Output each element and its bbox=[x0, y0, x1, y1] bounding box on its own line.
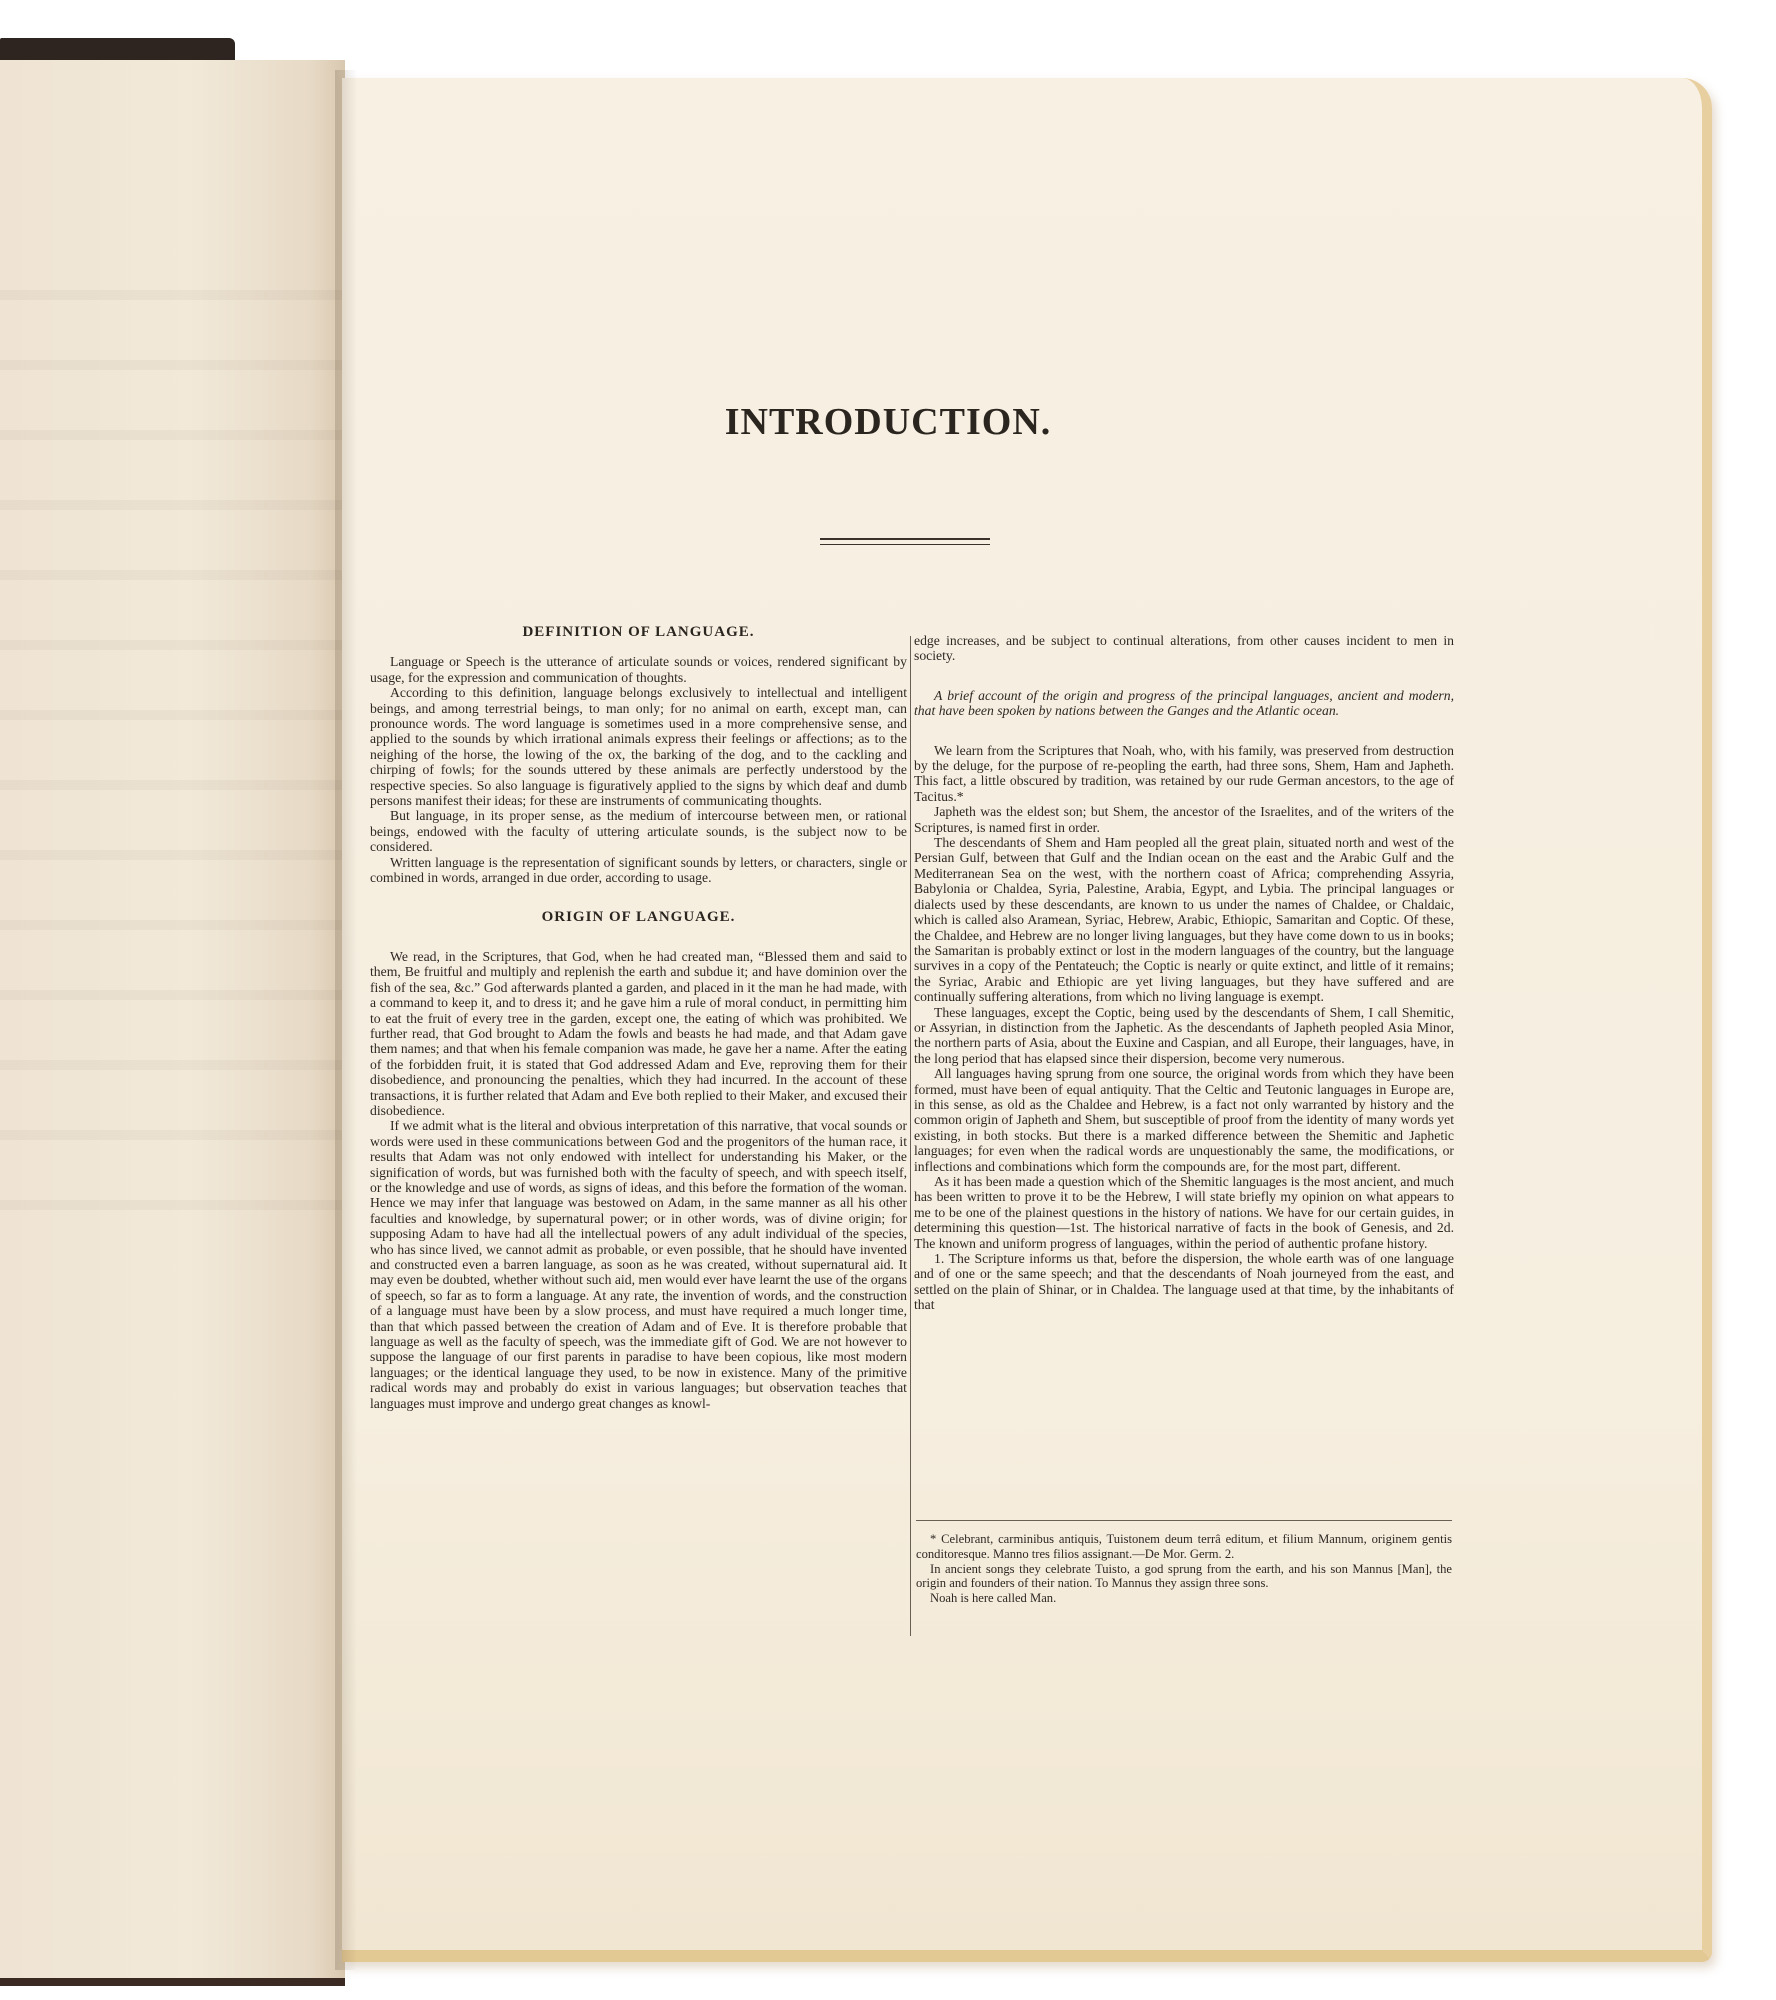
paragraph: All languages having sprung from one source, the original words from which they have been formed, must have been of equal antiquity. That the Celtic and Teutonic languages in Europe are, in this sense, as old as the Chaldee and Hebrew, is a fact not only warranted by history and the common origin of Japheth and Shem, but susceptible of proof from the identity of many words yet existing, in both stocks. But there is a marked difference between the Shemitic and Japhetic languages; for even when the radical words are unquestionably the same, the modifications, or inflections and combinations which form the compounds are, for the most part, different. bbox=[914, 1066, 1454, 1174]
section-subheading: A brief account of the origin and progress of the principal languages, ancient and modern, that have been spoken by nations between the Ganges and the Atlantic ocean. bbox=[914, 687, 1454, 719]
show-through-text bbox=[0, 1060, 345, 1070]
column-divider bbox=[910, 636, 911, 1636]
footnote: * Celebrant, carminibus antiquis, Tuistonem deum terrâ editum, et filium Mannum, originem gentis conditoresque. Manno tres filios assignant.—De Mor. Germ. 2. bbox=[916, 1532, 1452, 1561]
continued-paragraph: edge increases, and be subject to continual alterations, from other causes incident to men in society. bbox=[914, 633, 1454, 664]
paragraph: 1. The Scripture informs us that, before the dispersion, the whole earth was of one language and of one or the same speech; and that the descendants of Noah journeyed from the east, and settled on the plain of Shinar, or in Chaldea. The language used at that time, by the inhabitants of that bbox=[914, 1251, 1454, 1313]
left-text-column bbox=[370, 625, 907, 1640]
paragraph: We read, in the Scriptures, that God, when he had created man, “Blessed them and said to them, Be fruitful and multiply and replenish the earth and subdue it; and have dominion over the fish of the sea, &c.” God afterwards planted a garden, and placed in it the man he had made, with a command to keep it, and to dress it; and he gave him a rule of moral conduct, in permitting him to eat the fruit of every tree in the garden, except one, the eating of which was prohibited. We further read, that God brought to Adam the fowls and beasts he had made, and that Adam gave them names; and that when his female companion was made, he gave her a name. After the eating of the forbidden fruit, it is stated that God addressed Adam and Eve, reproving them for their disobedience, and pronouncing the penalties, which they had incurred. In the account of these transactions, it is further related that Adam and Eve both replied to their Maker, and excused their disobedience. bbox=[370, 948, 907, 1118]
show-through-text bbox=[0, 780, 345, 790]
footnote-rule bbox=[916, 1520, 1452, 1521]
paragraph: But language, in its proper sense, as the medium of intercourse between men, or rational beings, endowed with the faculty of uttering articulate sounds, is the subject now to be considered. bbox=[370, 808, 907, 855]
title-rule bbox=[820, 538, 990, 545]
show-through-text bbox=[0, 500, 345, 510]
paragraph: Written language is the representation of significant sounds by letters, or characters, single or combined in words, arranged in due order, according to usage. bbox=[370, 854, 907, 886]
show-through-text bbox=[0, 290, 345, 300]
paragraph: According to this definition, language belongs exclusively to intellectual and intelligent beings, and among terrestrial beings, to man only; for no animal on earth, except man, can pronounce words. The word language is sometimes used in a more comprehensive sense, and applied to the sounds by which irrational animals express their feelings or affections; as to the neighing of the horse, the lowing of the ox, the barking of the dog, and to the cackling and chirping of fowls; for the sounds uttered by these animals are perfectly understood by the respective species. So also language is figuratively applied to the signs by which deaf and dumb persons manifest their ideas; for these are instruments of communicating thoughts. bbox=[370, 685, 907, 809]
paragraph: Japheth was the eldest son; but Shem, the ancestor of the Israelites, and of the writers of the Scriptures, is named first in order. bbox=[914, 804, 1454, 835]
origin-heading: ORIGIN OF LANGUAGE. bbox=[541, 908, 736, 925]
show-through-text bbox=[0, 710, 345, 720]
left-page bbox=[0, 60, 345, 1986]
paragraph: Language or Speech is the utterance of articulate sounds or voices, rendered significant by usage, for the expression and communication of thoughts. bbox=[370, 654, 907, 685]
show-through-text bbox=[0, 1130, 345, 1140]
paragraph: These languages, except the Coptic, being used by the descendants of Shem, I call Shemitic, or Assyrian, in distinction from the Japhetic. As the descendants of Japheth peopled Asia Minor, the northern parts of Asia, about the Euxine and Caspian, and all Europe, their languages, have, in the long period that has elapsed since their dispersion, become very numerous. bbox=[914, 1004, 1454, 1066]
footnotes bbox=[916, 1532, 1452, 1606]
paragraph: We learn from the Scriptures that Noah, who, with his family, was preserved from destruction by the deluge, for the purpose of re-peopling the earth, had three sons, Shem, Ham and Japheth. This fact, a little obscured by tradition, was retained by our rude German ancestors, to the age of Tacitus.* bbox=[914, 742, 1454, 804]
show-through-text bbox=[0, 920, 345, 930]
show-through-text bbox=[0, 360, 345, 370]
book-gutter bbox=[335, 70, 357, 1970]
show-through-text bbox=[0, 990, 345, 1000]
right-text-column bbox=[914, 633, 1454, 1313]
definition-heading: DEFINITION OF LANGUAGE. bbox=[522, 624, 755, 640]
show-through-text bbox=[0, 1200, 345, 1210]
paragraph: As it has been made a question which of the Shemitic languages is the most ancient, and much has been written to prove it to be the Hebrew, I will state briefly my opinion on what appears to me to be one of the plainest questions in the history of nations. We have for our certain guides, in determining this question—1st. The historical narrative of facts in the book of Genesis, and 2d. The known and uniform progress of languages, within the period of authentic profane history. bbox=[914, 1174, 1454, 1251]
show-through-text bbox=[0, 570, 345, 580]
show-through-text bbox=[0, 640, 345, 650]
paragraph: If we admit what is the literal and obvious interpretation of this narrative, that vocal sounds or words were used in these communications between God and the progenitors of the human race, it results that Adam was not only endowed with intellect for understanding his Maker, or the signification of words, but was furnished both with the faculty of speech, and with speech itself, or the knowledge and use of words, as signs of ideas, and this before the formation of the woman. Hence we may infer that language was bestowed on Adam, in the same manner as all his other faculties and knowledge, by supernatural power; or in other words, was of divine origin; for supposing Adam to have had all the intellectual powers of any adult individual of the species, who has since lived, we cannot admit as probable, or even possible, that he should have invented and constructed even a barren language, as soon as he was created, without supernatural aid. It may even be doubted, whether without such aid, men would ever have learnt the use of the organs of speech, so far as to form a language. At any rate, the invention of words, and the construction of a language must have been by a slow process, and must have required a much longer time, than that which passed between the creation of Adam and of Eve. It is therefore probable that language as well as the faculty of speech, was the immediate gift of God. We are not however to suppose the language of our first parents in paradise to have been copious, like most modern languages; or the identical language they used, to be now in existence. Many of the primitive radical words may and probably do exist in various languages; but observation teaches that languages must improve and undergo great changes as knowl- bbox=[370, 1118, 907, 1411]
page-title: INTRODUCTION. bbox=[724, 401, 1052, 443]
paragraph: The descendants of Shem and Ham peopled all the great plain, situated north and west of the Persian Gulf, between that Gulf and the Indian ocean on the east and the Arabic Gulf and the Mediterranean Sea on the west, with the northern coast of Africa; comprehending Assyria, Babylonia or Chaldea, Syria, Palestine, Arabia, Egypt, and Lybia. The principal languages or dialects used by these descendants, are known to us under the names of Chaldee, or Chaldaic, which is called also Aramean, Syriac, Hebrew, Arabic, Ethiopic, Samaritan and Coptic. Of these, the Chaldee, and Hebrew are no longer living languages, but they have come down to us in books; the Samaritan is probably extinct or lost in the modern languages of the country, but the language survives in a copy of the Pentateuch; the Coptic is nearly or quite extinct, and little of it remains; the Syriac, Arabic and Ethiopic are yet living languages, but they have suffered and are continually suffering alterations, from which no living language is exempt. bbox=[914, 835, 1454, 1005]
show-through-text bbox=[0, 850, 345, 860]
footnote: Noah is here called Man. bbox=[930, 1591, 1057, 1606]
footnote: In ancient songs they celebrate Tuisto, a god sprung from the earth, and his son Mannus [Man], the origin and founders of their nation. To Mannus they assign three sons. bbox=[916, 1561, 1452, 1591]
